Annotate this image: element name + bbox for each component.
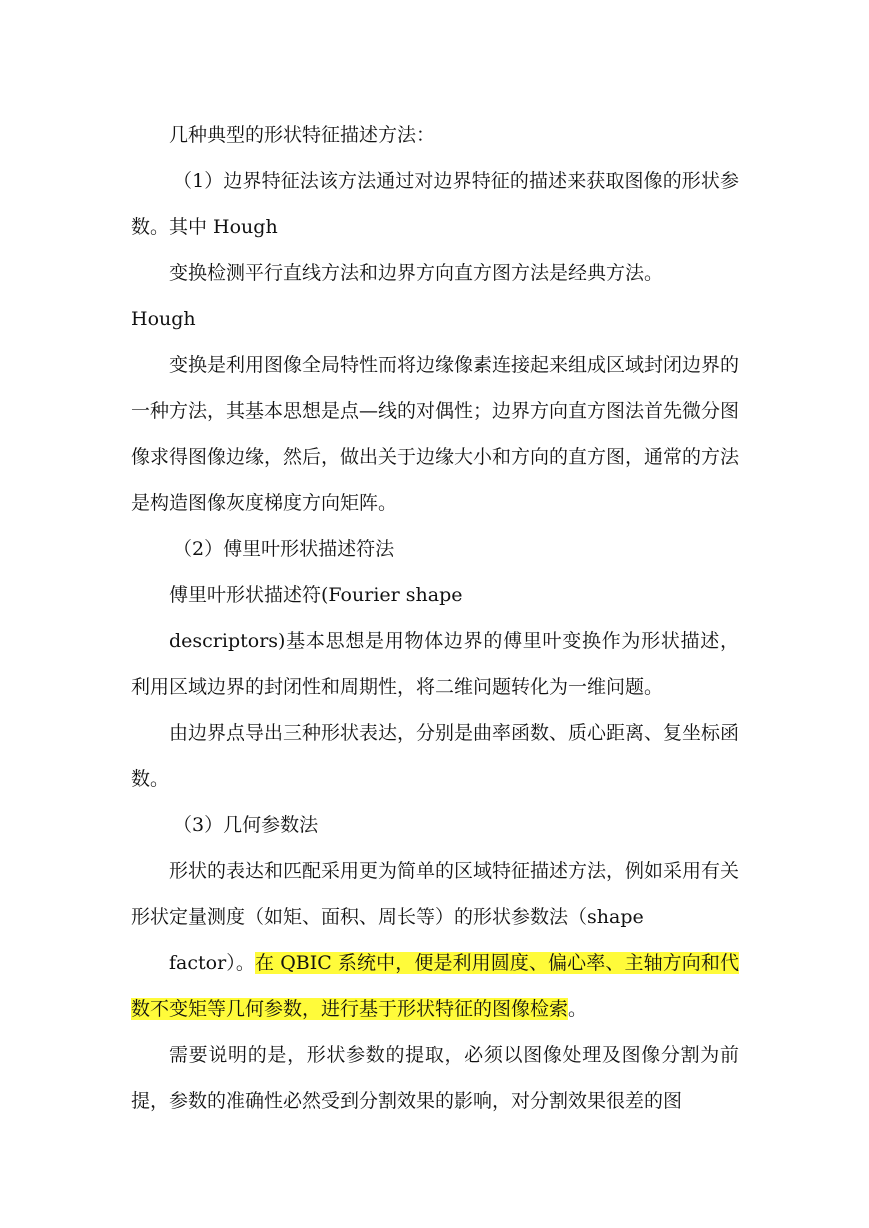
section-heading-1: （1）边界特征法该方法通过对边界特征的描述来获取图像的形状参数。其中 Hough [131, 170, 739, 238]
paragraph-note: 需要说明的是，形状参数的提取，必须以图像处理及图像分割为前提，参数的准确性必然受到分割效果的影响，对分割效果很差的图 [131, 1044, 739, 1112]
paragraph-intro: 几种典型的形状特征描述方法： [169, 124, 436, 146]
paragraph-fourier-title: 傅里叶形状描述符(Fourier shape [169, 584, 463, 606]
document-body [131, 112, 739, 1124]
section-heading-2: （2）傅里叶形状描述符法 [173, 538, 395, 560]
paragraph-fourier-descriptors: descriptors)基本思想是用物体边界的傅里叶变换作为形状描述，利用区域边界的封闭性和周期性，将二维问题转化为一维问题。 [131, 630, 739, 698]
paragraph-boundary-points: 由边界点导出三种形状表达，分别是曲率函数、质心距离、复坐标函数。 [131, 722, 740, 790]
section-heading-3: （3）几何参数法 [173, 814, 319, 836]
paragraph-qbic [131, 940, 739, 1032]
paragraph-hough-transform: 变换是利用图像全局特性而将边缘像素连接起来组成区域封闭边界的一种方法，其基本思想是点—线的对偶性；边界方向直方图法首先微分图像求得图像边缘，然后，做出关于边缘大小和方向的直方图，通常的方法是构造图像灰度梯度方向矩阵。 [131, 354, 740, 514]
text-period: 。 [568, 998, 588, 1020]
paragraph-hough-word: Hough [131, 308, 196, 330]
paragraph-hough-methods: 变换检测平行直线方法和边界方向直方图方法是经典方法。 [169, 262, 664, 284]
text-factor: factor）。 [169, 952, 255, 974]
paragraph-shape-factor: 形状的表达和匹配采用更为简单的区域特征描述方法，例如采用有关形状定量测度（如矩、面积、周长等）的形状参数法（shape [131, 860, 740, 928]
highlighted-text-qbic: 在 QBIC 系统中，便是利用圆度、偏心率、主轴方向和代数不变矩等几何参数，进行基于形状特征的图像检索 [131, 952, 739, 1020]
